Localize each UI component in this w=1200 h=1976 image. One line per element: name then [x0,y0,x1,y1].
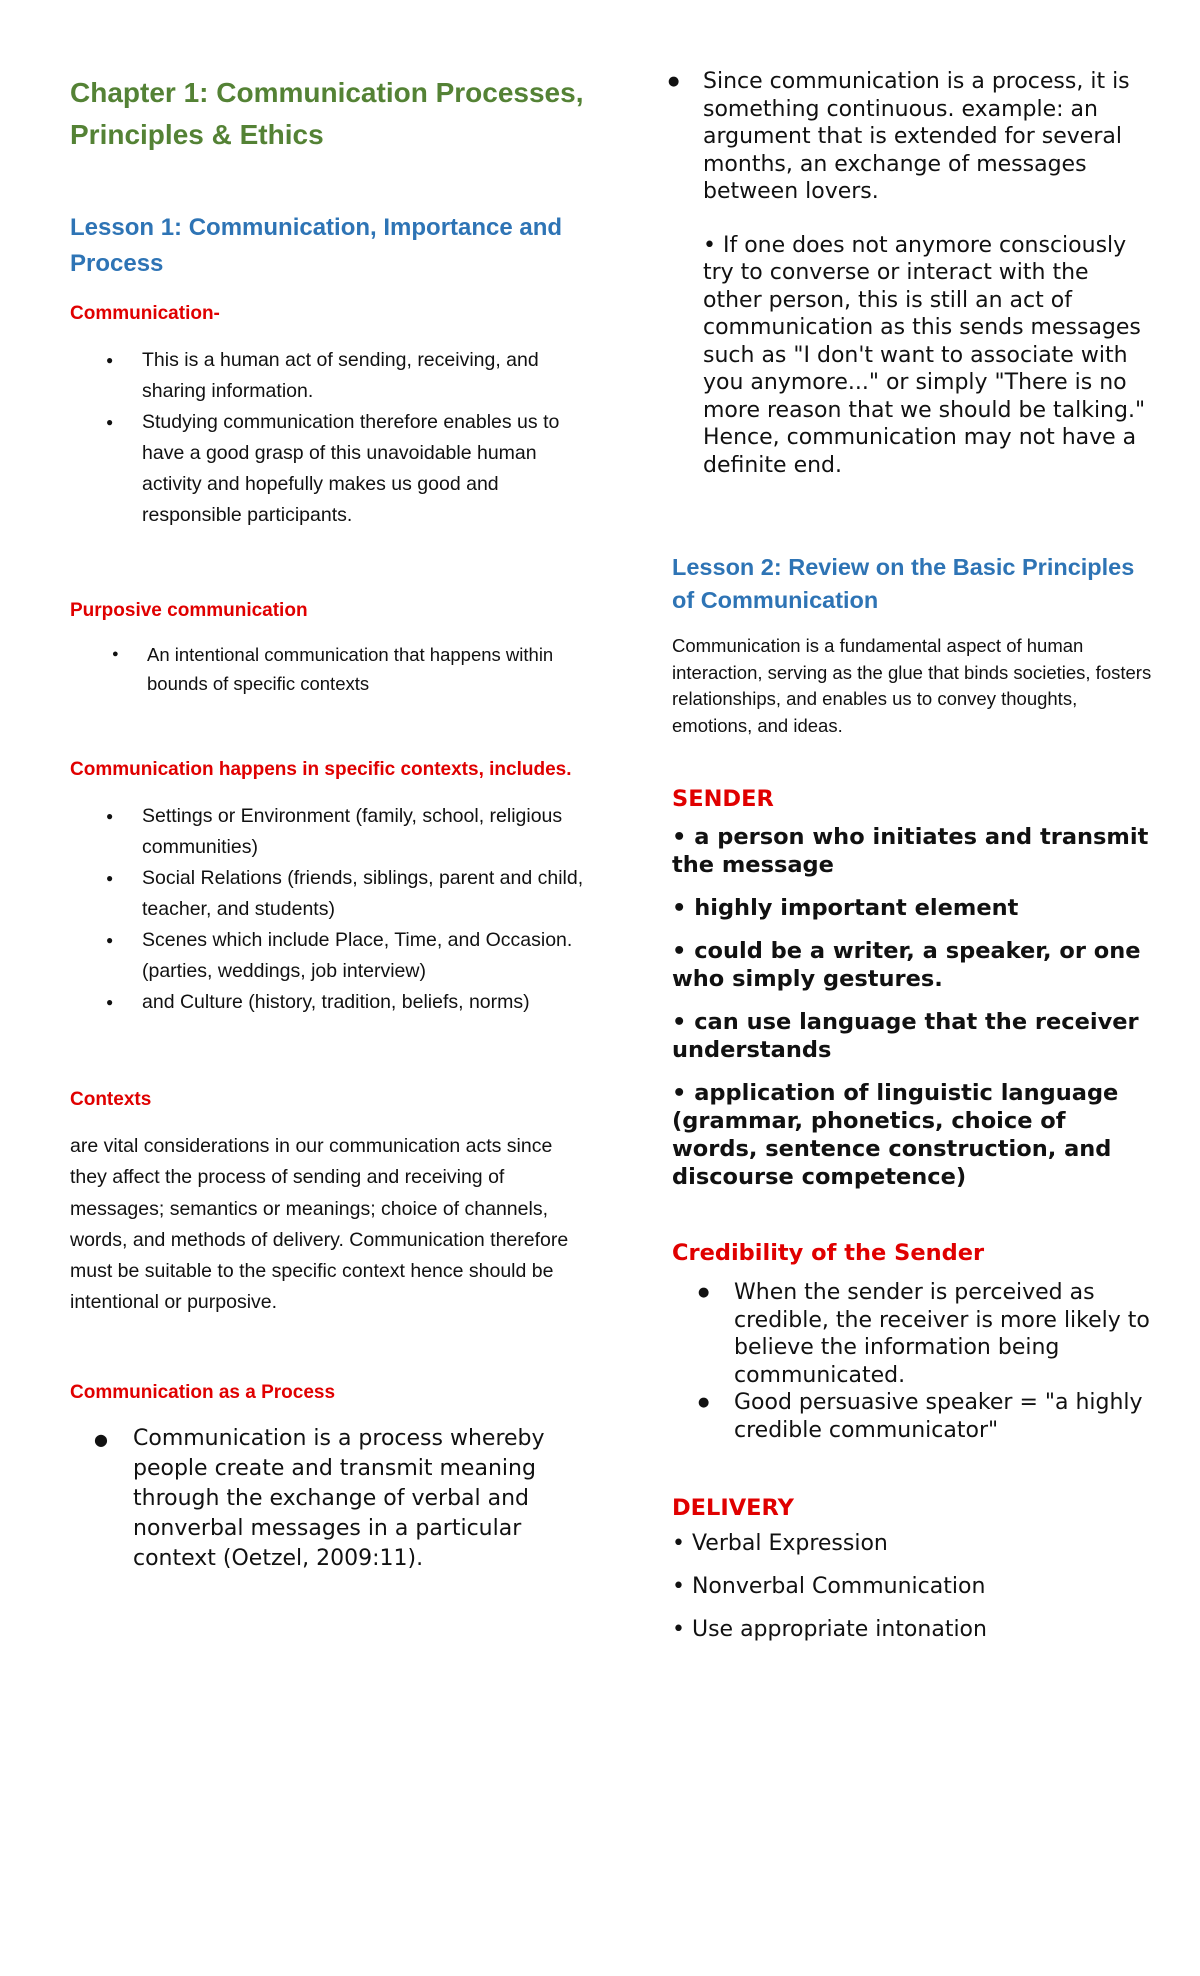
sender-heading: SENDER [672,786,774,812]
list-item: • could be a writer, a speaker, or one who simply gestures. [672,938,1141,992]
right-column [672,68,1152,1659]
list-item: • Verbal Expression [672,1531,888,1556]
communication-heading: Communication- [70,303,220,324]
communication-list [70,345,590,531]
list-item: ● Good persuasive speaker = "a highly credible communicator" [672,1389,1152,1444]
list-item: ● Communication is a process whereby people create and transmit meaning through the exchange of verbal and nonverbal messages in a particular context (Oetzel, 2009:11). [70,1424,590,1574]
contexts-includes-list [70,801,590,1018]
list-item: ● Social Relations (friends, siblings, parent and child, teacher, and students) [70,863,590,925]
left-column [70,72,590,1574]
credibility-heading: Credibility of the Sender [672,1240,985,1266]
list-item: ● Settings or Environment (family, school, religious communities) [70,801,590,863]
lesson1-title: Lesson 1: Communication, Importance and Process [70,214,563,277]
contexts-paragraph: are vital considerations in our communication acts since they affect the process of sending and receiving of messages; semantics or meanings; choice of channels, words, and methods of delivery. Communication therefore must be suitable to the specific context hence should be intentional or purposive. [70,1135,569,1314]
continuous-list [672,68,1152,206]
contexts-includes-heading: Communication happens in specific contexts, includes. [70,759,572,780]
list-item: • application of linguistic language (grammar, phonetics, choice of words, sentence construction, and discourse competence) [672,1080,1119,1190]
process-list [70,1424,590,1574]
continuous-followup: • If one does not anymore consciously try to converse or interact with the other person, this is still an act of communication as this sends messages such as "I don't want to associate with you anymore..." or simply "There is no more reason that we should be talking." Hence, communication may not have a definite end. [703,232,1146,478]
list-item: • can use language that the receiver understands [672,1009,1139,1063]
list-item: • a person who initiates and transmit the message [672,824,1149,878]
list-item: ● Scenes which include Place, Time, and Occasion. (parties, weddings, job interview) [70,925,590,987]
chapter-title: Chapter 1: Communication Processes, Principles & Ethics [70,77,584,150]
list-item: • highly important element [672,895,1019,921]
list-item: ● When the sender is perceived as credible, the receiver is more likely to believe the information being communicated. [672,1279,1152,1389]
list-item: ● An intentional communication that happens within bounds of specific contexts [70,640,590,698]
list-item: ● This is a human act of sending, receiving, and sharing information. [70,345,590,407]
list-item: ● Studying communication therefore enables us to have a good grasp of this unavoidable human activity and hopefully makes us good and responsible participants. [70,407,590,531]
process-heading: Communication as a Process [70,1381,336,1403]
list-item: • Use appropriate intonation [672,1617,987,1642]
list-item: • Nonverbal Communication [672,1574,986,1599]
credibility-list [672,1279,1152,1444]
contexts-heading: Contexts [70,1089,152,1110]
lesson2-paragraph: Communication is a fundamental aspect of human interaction, serving as the glue that binds societies, fosters relationships, and enables us to convey thoughts, emotions, and ideas. [672,635,1152,736]
delivery-heading: DELIVERY [672,1495,794,1521]
purposive-heading: Purposive communication [70,600,308,621]
purposive-list [70,640,590,698]
list-item: ● Since communication is a process, it is something continuous. example: an argument that is extended for several months, an exchange of messages between lovers. [672,68,1152,206]
list-item: ● and Culture (history, tradition, beliefs, norms) [70,987,590,1018]
sender-list [672,823,1152,1191]
lesson2-title: Lesson 2: Review on the Basic Principles of Communication [672,554,1135,613]
delivery-list [672,1530,1152,1644]
